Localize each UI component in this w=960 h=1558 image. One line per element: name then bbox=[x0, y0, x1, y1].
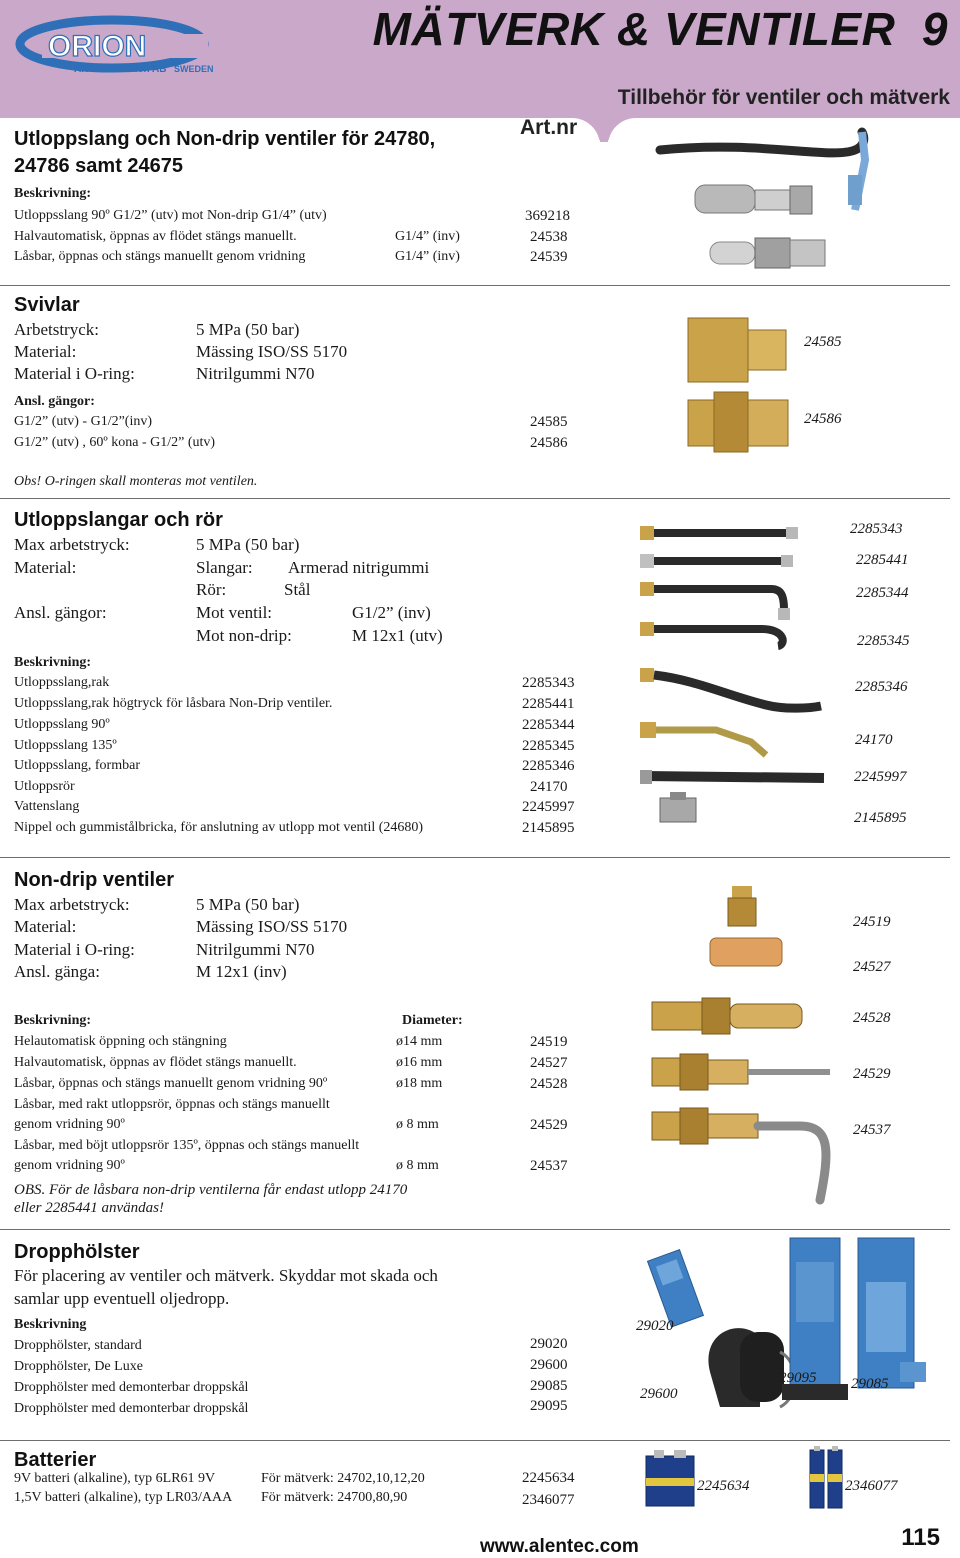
s3-slang-key: Slangar: bbox=[196, 558, 253, 577]
s6-row-for: För mätverk: 24702,10,12,20 bbox=[261, 1471, 425, 1486]
s2-row-art: 24586 bbox=[530, 435, 568, 451]
s4-desc-label: Beskrivning: bbox=[14, 1013, 92, 1028]
s2-spec-key: Material: bbox=[14, 342, 77, 361]
s4-row-diam: ø 8 mm bbox=[396, 1158, 439, 1173]
s1-row-text: Utloppsslang 90º G1/2” (utv) mot Non-drip G1/4” (utv) bbox=[14, 208, 327, 223]
s4-row-text: Låsbar, med böjt utloppsrör 135º, öppnas och stängs manuellt bbox=[14, 1138, 360, 1153]
s5-row-text: Dropphölster, standard bbox=[14, 1338, 142, 1353]
s3-row-text: Utloppsslang 135º bbox=[14, 738, 117, 753]
s3-row-art: 2285343 bbox=[522, 675, 575, 691]
s2-row-art: 24585 bbox=[530, 414, 568, 430]
logo-sub2: SWEDEN bbox=[174, 64, 214, 74]
s4-spec-value: Nitrilgummi N70 bbox=[196, 940, 315, 959]
s3-row-art: 2285346 bbox=[522, 758, 575, 774]
s1-row-art: 24538 bbox=[530, 229, 568, 245]
hoses-images bbox=[636, 520, 836, 830]
s4-art: 24537 bbox=[530, 1158, 568, 1174]
s5-row-art: 29600 bbox=[530, 1357, 568, 1373]
s4-spec-key: Max arbetstryck: bbox=[14, 895, 130, 914]
s4-spec-value: 5 MPa (50 bar) bbox=[196, 895, 300, 914]
img-label: 2245997 bbox=[854, 769, 907, 785]
s3-row-text: Utloppsslang 90º bbox=[14, 717, 110, 732]
s4-obs-line1: OBS. För de låsbara non-drip ventilerna får endast utlopp 24170 bbox=[14, 1182, 408, 1198]
s4-art: 24527 bbox=[530, 1055, 568, 1071]
s4-art: 24529 bbox=[530, 1117, 568, 1133]
img-label: 24529 bbox=[853, 1066, 891, 1082]
s1-row-art: 24539 bbox=[530, 249, 568, 265]
divider bbox=[0, 1229, 950, 1230]
divider bbox=[0, 498, 950, 499]
s6-row-art: 2245634 bbox=[522, 1470, 575, 1486]
s3-mat-key: Material: bbox=[14, 558, 77, 577]
s4-row-diam: ø 8 mm bbox=[396, 1117, 439, 1132]
s3-row-art: 2285441 bbox=[522, 696, 575, 712]
panel-notch bbox=[600, 118, 608, 142]
img-label: 24170 bbox=[855, 732, 893, 748]
s2-ansl-label: Ansl. gängor: bbox=[14, 394, 95, 409]
img-label: 24519 bbox=[853, 914, 891, 930]
img-label: 29600 bbox=[640, 1386, 678, 1402]
s4-row-diam: ø14 mm bbox=[396, 1034, 443, 1049]
img-label: 29095 bbox=[779, 1370, 817, 1386]
img-label: 2285441 bbox=[856, 552, 909, 568]
s3-ansl-key: Ansl. gängor: bbox=[14, 603, 107, 622]
s4-spec-key: Ansl. gänga: bbox=[14, 962, 100, 981]
s3-max-key: Max arbetstryck: bbox=[14, 535, 130, 554]
s1-row-thread: G1/4” (inv) bbox=[395, 249, 460, 264]
img-label: 2285345 bbox=[857, 633, 910, 649]
s4-row-text: Halvautomatisk, öppnas av flödet stängs manuellt. bbox=[14, 1055, 297, 1070]
img-label: 2346077 bbox=[845, 1478, 898, 1494]
s3-row-text: Utloppsslang, formbar bbox=[14, 758, 140, 773]
s2-row-text: G1/2” (utv) , 60º kona - G1/2” (utv) bbox=[14, 435, 216, 450]
s3-max-value: 5 MPa (50 bar) bbox=[196, 535, 300, 554]
s4-spec-key: Material i O-ring: bbox=[14, 940, 135, 959]
s2-row-text: G1/2” (utv) - G1/2”(inv) bbox=[14, 414, 153, 429]
s2-spec-value: Mässing ISO/SS 5170 bbox=[196, 342, 348, 361]
s4-diam-label: Diameter: bbox=[402, 1013, 463, 1028]
img-label: 2285344 bbox=[856, 585, 909, 601]
img-label: 29085 bbox=[851, 1376, 889, 1392]
s5-title: Dropphölster bbox=[14, 1241, 140, 1263]
s4-title: Non-drip ventiler bbox=[14, 869, 175, 891]
s5-row-text: Dropphölster med demonterbar droppskål bbox=[14, 1380, 249, 1395]
s6-row-text: 1,5V batteri (alkaline), typ LR03/AAA bbox=[14, 1490, 233, 1505]
s3-row-text: Utloppsrör bbox=[14, 779, 75, 794]
divider bbox=[0, 1440, 950, 1441]
img-label: 2285346 bbox=[855, 679, 908, 695]
img-label: 24537 bbox=[853, 1122, 891, 1138]
s3-row-text: Vattenslang bbox=[14, 799, 80, 814]
s5-intro-line2: samlar upp eventuell oljedropp. bbox=[14, 1289, 230, 1308]
s3-ventil-key: Mot ventil: bbox=[196, 603, 273, 622]
img-label: 24527 bbox=[853, 959, 891, 975]
page-number: 115 bbox=[901, 1524, 940, 1551]
battery-9v-image bbox=[640, 1446, 700, 1508]
s2-spec-key: Material i O-ring: bbox=[14, 364, 135, 383]
s2-note: Obs! O-ringen skall monteras mot ventilen. bbox=[14, 474, 258, 489]
s3-nondrip-value: M 12x1 (utv) bbox=[352, 626, 443, 645]
s3-row-art: 24170 bbox=[530, 779, 568, 795]
s1-row-text: Låsbar, öppnas och stängs manuellt genom vridning bbox=[14, 249, 306, 264]
s4-art: 24519 bbox=[530, 1034, 568, 1050]
page-title: MÄTVERK & VENTILER 9 bbox=[372, 3, 948, 55]
s5-desc-label: Beskrivning bbox=[14, 1317, 87, 1332]
nondrip-valve-images bbox=[640, 880, 850, 1210]
section-number: 9 bbox=[921, 3, 948, 55]
s3-row-art: 2145895 bbox=[522, 820, 575, 836]
s4-row-text: genom vridning 90º bbox=[14, 1117, 125, 1132]
swivel-images bbox=[680, 312, 800, 452]
img-label: 2245634 bbox=[697, 1478, 750, 1494]
s3-row-art: 2285344 bbox=[522, 717, 575, 733]
s6-row-for: För mätverk: 24700,80,90 bbox=[261, 1490, 408, 1505]
page-subtitle: Tillbehör för ventiler och mätverk bbox=[617, 86, 950, 109]
s4-row-text: Låsbar, med rakt utloppsrör, öppnas och stängs manuellt bbox=[14, 1097, 330, 1112]
s6-row-art: 2346077 bbox=[522, 1492, 575, 1508]
img-label: 2145895 bbox=[854, 810, 907, 826]
s1-desc-label: Beskrivning: bbox=[14, 186, 92, 201]
s1-title-line2: 24786 samt 24675 bbox=[14, 155, 184, 177]
orion-logo bbox=[12, 12, 222, 80]
s2-title: Svivlar bbox=[14, 294, 80, 316]
s2-spec-value: 5 MPa (50 bar) bbox=[196, 320, 300, 339]
logo-text: ORION bbox=[48, 30, 147, 63]
divider bbox=[0, 285, 950, 286]
s3-row-text: Nippel och gummistålbricka, för anslutning av utlopp mot ventil (24680) bbox=[14, 820, 424, 835]
artnr-header: Art.nr bbox=[520, 116, 578, 139]
s3-nondrip-key: Mot non-drip: bbox=[196, 626, 292, 645]
s5-row-art: 29085 bbox=[530, 1378, 568, 1394]
s6-title: Batterier bbox=[14, 1449, 97, 1471]
img-label: 2285343 bbox=[850, 521, 903, 537]
s3-ror-value: Stål bbox=[284, 580, 311, 599]
battery-aaa-image bbox=[806, 1444, 846, 1510]
footer-url[interactable]: www.alentec.com bbox=[480, 1536, 639, 1557]
s4-art: 24528 bbox=[530, 1076, 568, 1092]
s5-row-art: 29095 bbox=[530, 1398, 568, 1414]
img-label: 24586 bbox=[804, 411, 842, 427]
s3-desc-label: Beskrivning: bbox=[14, 655, 92, 670]
s5-row-text: Dropphölster, De Luxe bbox=[14, 1359, 143, 1374]
s3-ror-key: Rör: bbox=[196, 580, 227, 599]
s4-spec-value: M 12x1 (inv) bbox=[196, 962, 287, 981]
s3-row-text: Utloppsslang,rak bbox=[14, 675, 110, 690]
s1-row-art: 369218 bbox=[525, 208, 570, 224]
s3-row-text: Utloppsslang,rak högtryck för låsbara Non-Drip ventiler. bbox=[14, 696, 333, 711]
holster-images bbox=[630, 1232, 960, 1432]
s3-row-art: 2245997 bbox=[522, 799, 575, 815]
s3-title: Utloppslangar och rör bbox=[14, 509, 223, 531]
logo-sub: Alentec & Orion AB bbox=[74, 64, 167, 75]
s4-row-text: Helautomatisk öppning och stängning bbox=[14, 1034, 227, 1049]
s4-obs-line2: eller 2285441 användas! bbox=[14, 1200, 164, 1216]
s1-row-text: Halvautomatisk, öppnas av flödet stängs manuellt. bbox=[14, 229, 297, 244]
s6-row-text: 9V batteri (alkaline), typ 6LR61 9V bbox=[14, 1471, 216, 1486]
s4-spec-value: Mässing ISO/SS 5170 bbox=[196, 917, 348, 936]
s2-spec-value: Nitrilgummi N70 bbox=[196, 364, 315, 383]
s1-row-thread: G1/4” (inv) bbox=[395, 229, 460, 244]
s3-ventil-value: G1/2” (inv) bbox=[352, 603, 431, 622]
img-label: 29020 bbox=[636, 1318, 674, 1334]
s5-row-text: Dropphölster med demonterbar droppskål bbox=[14, 1401, 249, 1416]
s4-row-text: Låsbar, öppnas och stängs manuellt genom vridning 90º bbox=[14, 1076, 328, 1091]
s4-row-text: genom vridning 90º bbox=[14, 1158, 125, 1173]
s4-row-diam: ø18 mm bbox=[396, 1076, 443, 1091]
s1-hose-and-valves-image bbox=[640, 120, 940, 270]
s4-row-diam: ø16 mm bbox=[396, 1055, 443, 1070]
s5-intro-line1: För placering av ventiler och mätverk. Skyddar mot skada och bbox=[14, 1266, 438, 1285]
img-label: 24528 bbox=[853, 1010, 891, 1026]
s1-title-line1: Utloppslang och Non-drip ventiler för 24780, bbox=[14, 128, 436, 150]
img-label: 24585 bbox=[804, 334, 842, 350]
s3-row-art: 2285345 bbox=[522, 738, 575, 754]
s2-spec-key: Arbetstryck: bbox=[14, 320, 99, 339]
divider bbox=[0, 857, 950, 858]
s3-slang-value: Armerad nitrigummi bbox=[288, 558, 430, 577]
s4-spec-key: Material: bbox=[14, 917, 77, 936]
s5-row-art: 29020 bbox=[530, 1336, 568, 1352]
